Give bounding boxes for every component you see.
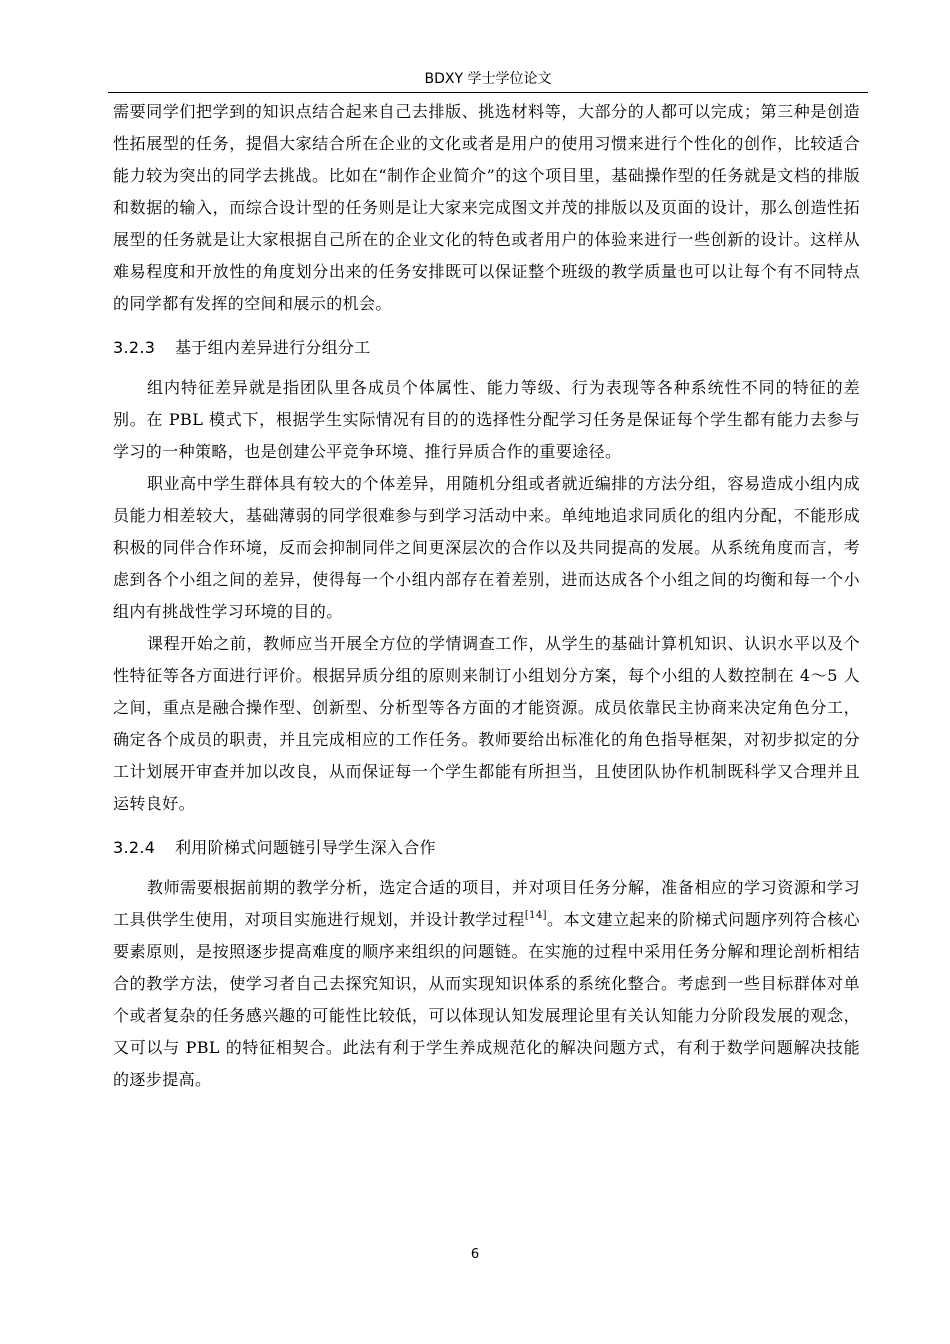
section-heading-3-2-4 <box>113 832 860 864</box>
section-title: 利用阶梯式问题链引导学生深入合作 <box>175 838 436 857</box>
citation-marker[interactable]: [14] <box>524 910 547 921</box>
paragraph-text: 教师需要根据前期的教学分析，选定合适的项目，并对项目任务分解，准备相应的学习资源和学习工具供学生使用，对项目实施进行规划，并设计教学过程 <box>113 878 860 929</box>
section-number: 3.2.4 <box>113 838 156 857</box>
section-number: 3.2.3 <box>113 338 156 357</box>
paragraph-continued: 需要同学们把学到的知识点结合起来自己去排版、挑选材料等，大部分的人都可以完成；第三种是创造性拓展型的任务，提倡大家结合所在企业的文化或者是用户的使用习惯来进行个性化的创作，比较适合能力较为突出的同学去挑战。比如在“制作企业简介”的这个项目里，基础操作型的任务就是文档的排版和数据的输入，而综合设计型的任务则是让大家来完成图文并茂的排版以及页面的设计，那么创造性拓展型的任务就是让大家根据自己所在的企业文化的特色或者用户的体验来进行一些创新的设计。这样从难易程度和开放性的角度划分出来的任务安排既可以保证整个班级的教学质量也可以让每个有不同特点的同学都有发挥的空间和展示的机会。 <box>113 102 860 313</box>
header-divider <box>108 92 868 93</box>
paragraph <box>113 872 860 1096</box>
page-number: 6 <box>470 1247 480 1262</box>
paragraph: 课程开始之前，教师应当开展全方位的学情调查工作，从学生的基础计算机知识、认识水平以及个性特征等各方面进行评价。根据异质分组的原则来制订小组划分方案，每个小组的人数控制在 4～5 人之间，重点是融合操作型、创新型、分析型等各方面的才能资源。成员依靠民主协商来决定角色分工，确定各个成员的职责，并且完成相应的工作任务。教师要给出标准化的角色指导框架，对初步拟定的分工计划展开审查并加以改良，从而保证每一个学生都能有所担当，且使团队协作机制既科学又合理并且运转良好。 <box>113 634 860 813</box>
paragraph: 组内特征差异就是指团队里各成员个体属性、能力等级、行为表现等各种系统性不同的特征的差别。在 PBL 模式下，根据学生实际情况有目的的选择性分配学习任务是保证每个学生都有能力去参与学习的一种策略，也是创建公平竞争环境、推行异质合作的重要途径。 <box>113 378 860 461</box>
paragraph-text: 。本文建立起来的阶梯式问题序列符合核心要素原则，是按照逐步提高难度的顺序来组织的问题链。在实施的过程中采用任务分解和理论剖析相结合的教学方法，使学习者自己去探究知识，从而实现知识体系的系统化整合。考虑到一些目标群体对单个或者复杂的任务感兴趣的可能性比较低，可以体现认知发展理论里有关认知能力分阶段发展的观念，又可以与 PBL 的特征相契合。此法有利于学生养成规范化的解决问题方式，有利于数学问题解决技能的逐步提高。 <box>113 910 860 1089</box>
running-header: BDXY 学士学位论文 <box>424 71 552 87</box>
section-heading-3-2-3 <box>113 332 860 364</box>
body-text <box>113 96 860 1096</box>
paragraph: 职业高中学生群体具有较大的个体差异，用随机分组或者就近编排的方法分组，容易造成小组内成员能力相差较大，基础薄弱的同学很难参与到学习活动中来。单纯地追求同质化的组内分配，不能形成积极的同伴合作环境，反而会抑制同伴之间更深层次的合作以及共同提高的发展。从系统角度而言，考虑到各个小组之间的差异，使得每一个小组内部存在着差别，进而达成各个小组之间的均衡和每一个小组内有挑战性学习环境的目的。 <box>113 474 860 621</box>
section-title: 基于组内差异进行分组分工 <box>175 338 371 357</box>
